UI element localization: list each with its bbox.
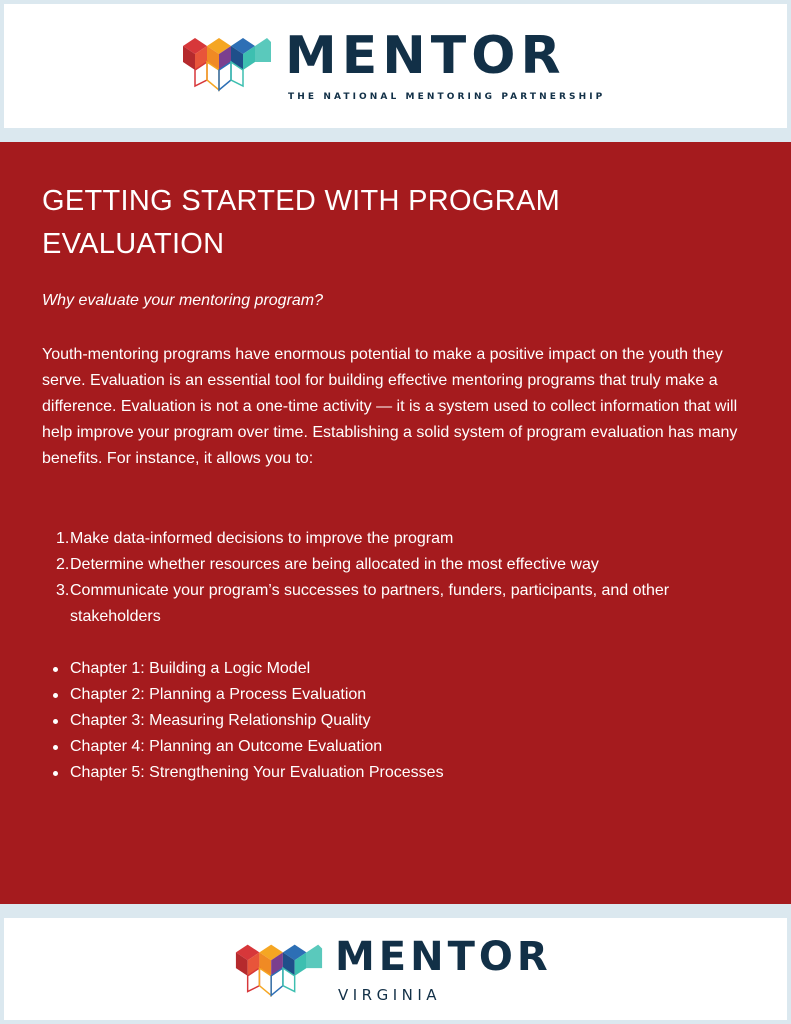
list-item-text: Communicate your program’s successes to partners, funders, participants, and other stakeholders xyxy=(70,582,670,625)
list-item-text: Make data-informed decisions to improve the program xyxy=(70,530,454,547)
list-item xyxy=(42,578,748,630)
list-item-text: Determine whether resources are being allocated in the most effective way xyxy=(70,556,599,573)
list-item xyxy=(42,526,748,552)
footer xyxy=(4,918,787,1020)
logo-wordmark: MENTOR xyxy=(285,26,566,86)
list-number: 3. xyxy=(56,582,70,599)
chapter-item-1[interactable]: Chapter 1: Building a Logic Model xyxy=(42,656,748,682)
logo-wordmark: MENTOR xyxy=(335,934,552,980)
intro-paragraph: Youth-mentoring programs have enormous potential to make a positive impact on the youth they serve. Evaluation is an essential tool for building effective mentoring programs that truly make a difference. Evaluation is not a one-time activity — it is a system used to collect information that will help improve your program over time. Establishing a solid system of program evaluation has many benefits. For instance, it allows you to: xyxy=(42,346,738,467)
mentor-logo[interactable] xyxy=(179,26,609,110)
chapter-item-2[interactable]: Chapter 2: Planning a Process Evaluation xyxy=(42,682,748,708)
mentor-logo-icon xyxy=(232,938,326,1004)
list-number: 1. xyxy=(56,530,70,547)
benefits-list xyxy=(42,526,748,630)
chapter-item-3[interactable]: Chapter 3: Measuring Relationship Quality xyxy=(42,708,748,734)
list-item xyxy=(42,552,748,578)
list-number: 2. xyxy=(56,556,70,573)
page-title: GETTING STARTED WITH PROGRAM EVALUATION xyxy=(42,185,561,260)
logo-region: VIRGINIA xyxy=(338,986,442,1004)
mentor-virginia-logo[interactable] xyxy=(232,934,562,1008)
mentor-logo-icon xyxy=(179,32,275,98)
chapter-item-4[interactable]: Chapter 4: Planning an Outcome Evaluation xyxy=(42,734,748,760)
content-panel xyxy=(0,142,791,904)
chapter-list xyxy=(42,656,748,786)
chapter-item-5[interactable]: Chapter 5: Strengthening Your Evaluation Processes xyxy=(42,760,748,786)
logo-tagline: THE NATIONAL MENTORING PARTNERSHIP xyxy=(288,92,606,102)
section-subtitle: Why evaluate your mentoring program? xyxy=(42,292,324,309)
header xyxy=(4,4,787,128)
